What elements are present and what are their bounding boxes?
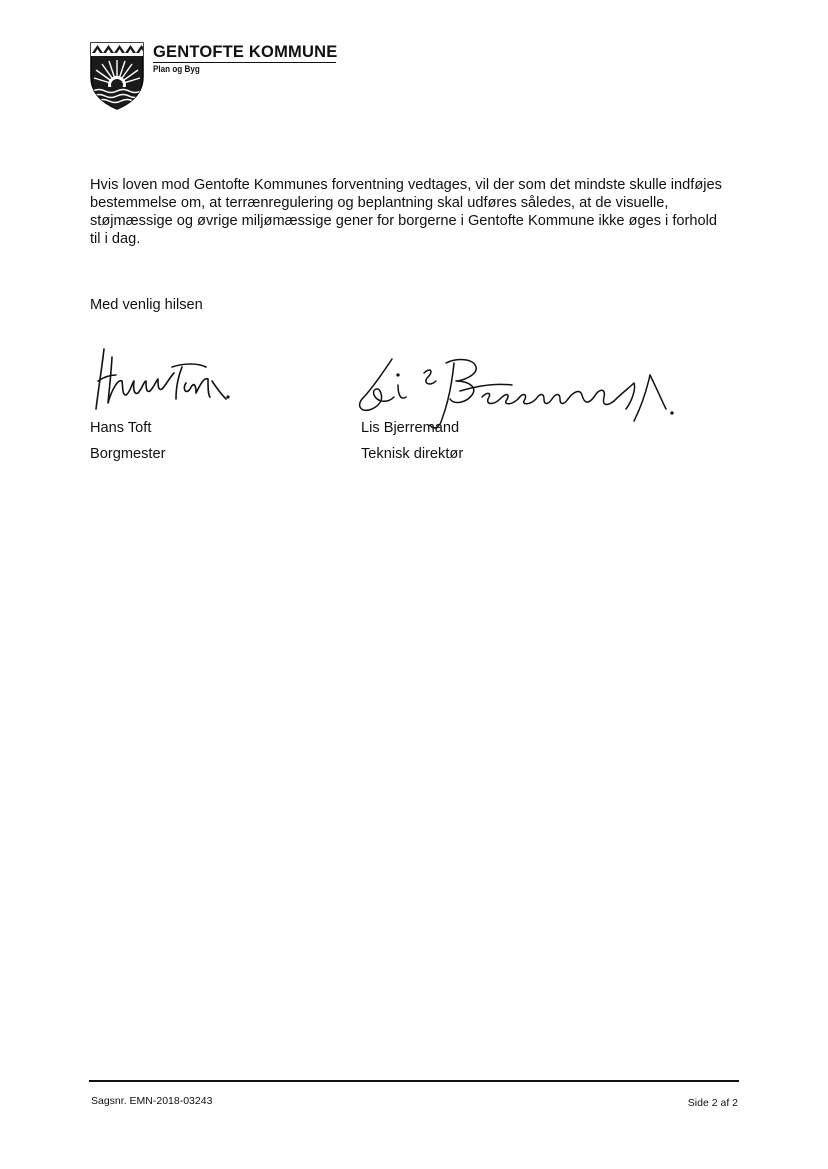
- case-number: Sagsnr. EMN-2018-03243: [91, 1095, 213, 1107]
- signatory-block-1: [90, 415, 165, 467]
- closing-salutation: Med venlig hilsen: [90, 297, 203, 313]
- organization-name: GENTOFTE KOMMUNE: [153, 43, 338, 61]
- signatory-name: Lis Bjerremand: [361, 420, 460, 436]
- signatory-title: Borgmester: [90, 446, 166, 462]
- coat-of-arms-icon: [89, 41, 145, 111]
- signatory-title: Teknisk direktør: [361, 446, 464, 462]
- signature-hans-toft: [86, 337, 236, 417]
- signatory-block-2: [361, 415, 463, 467]
- page-number: Side 2 af 2: [687, 1097, 738, 1109]
- organization-header: [153, 42, 337, 75]
- footer-divider: [89, 1080, 739, 1082]
- signatory-name: Hans Toft: [90, 420, 152, 436]
- body-paragraph: Hvis loven mod Gentofte Kommunes forventning vedtages, vil der som det mindste skulle indføjes bestemmelse om, at terrænregulering og beplantning skal udføres således, at de visuelle, støjmæssige og øvrige miljømæssige gener for borgerne i Gentofte Kommune ikke øges i forhold til i dag.: [90, 177, 722, 247]
- department-name: Plan og Byg: [153, 64, 200, 74]
